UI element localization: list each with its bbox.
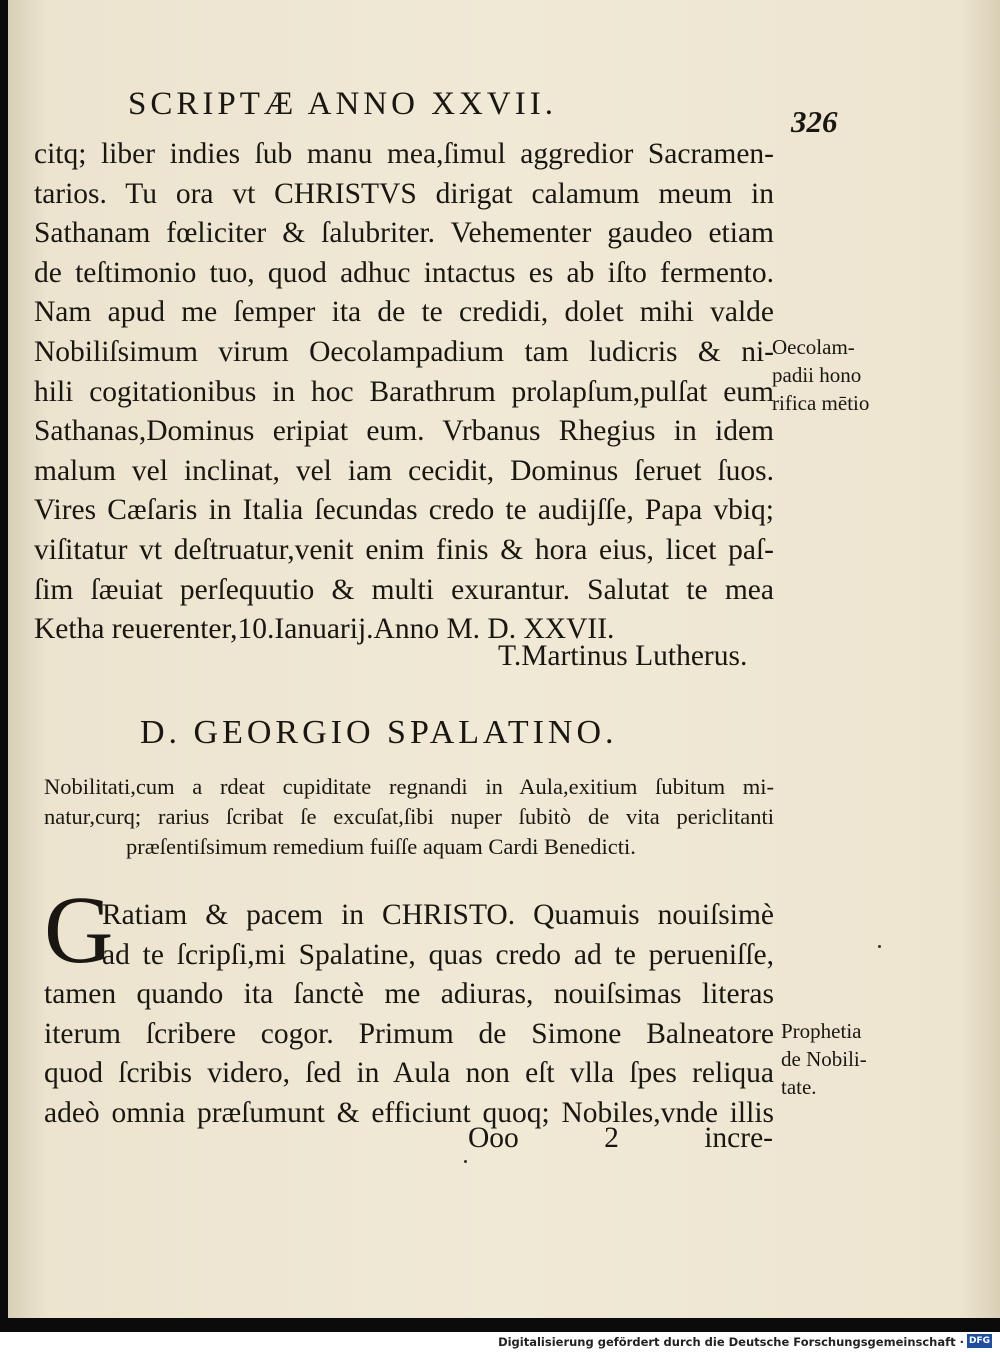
margin-note-prophetia [781, 1017, 867, 1101]
letter-line: adeò omnia præſumunt & efficiunt quoq; Nobiles,vnde illis [44, 1096, 774, 1129]
margin-note-oecolampadius [772, 333, 869, 417]
signature-mark: Ooo [468, 1122, 519, 1154]
margin-note-line: padii hono [772, 363, 862, 387]
margin-note-line: Oecolam- [772, 335, 855, 359]
letter-line: Ratiam & pacem in CHRISTO. Quamuis nouiſsimè [102, 899, 774, 931]
page-number: 326 [791, 104, 838, 139]
letter-line: iterum ſcribere cogor. Primum de Simone Balneatore [44, 1017, 774, 1050]
catchline [468, 1122, 773, 1155]
body-line: ſim ſæuiat perſequutio & multi exurantur. Salutat te mea [34, 573, 774, 606]
letter-text [44, 876, 774, 1134]
drop-cap: G [44, 876, 114, 983]
summary-line: natur,curq; rarius ſcribat ſe excuſat,ſibi nuper ſubitò de vita periclitanti [44, 804, 774, 829]
signature: T.Martinus Lutherus. [498, 640, 748, 672]
body-line: Nobiliſsimum virum Oecolampadium tam ludicris & ni- [34, 335, 774, 368]
summary-line: Nobilitati,cum a rdeat cupiditate regnandi in Aula,exitium ſubitum mi- [44, 774, 774, 799]
margin-note-line: de Nobili- [781, 1047, 867, 1071]
letter-line: quod ſcribis videro, ſed in Aula non eſt vlla ſpes reliqua [44, 1057, 774, 1090]
letter-line: tamen quando ita ſanctè me adiuras, nouiſsimas literas [44, 978, 774, 1011]
margin-note-line: Prophetia [781, 1019, 862, 1043]
body-line: de teſtimonio tuo, quod adhuc intactus es ab iſto fermento. [34, 256, 774, 289]
sheet-number: 2 [604, 1122, 619, 1154]
body-line: Sathanas,Dominus eripiat eum. Vrbanus Rhegius in idem [34, 415, 774, 448]
letter-line: ad te ſcripſi,mi Spalatine, quas credo ad te perueniſſe, [102, 938, 774, 971]
body-line: Ketha reuerenter,10.Ianuarij.Anno M. D. XXVII. [34, 613, 615, 646]
ink-speck [878, 945, 881, 948]
body-line: Vires Cæſaris in Italia ſecundas credo te audijſſe, Papa vbiq; [34, 494, 774, 527]
dfg-logo: DFG [968, 1336, 990, 1346]
body-line: Sathanam fœliciter & ſalubriter. Vehementer gaudeo etiam [34, 217, 774, 250]
body-line: malum vel inclinat, vel iam cecidit, Dominus ſeruet ſuos. [34, 454, 774, 487]
book-page [8, 0, 1000, 1318]
summary-line: præſentiſsimum remedium fuiſſe aquam Cardi Benedicti. [126, 834, 636, 859]
body-line: Nam apud me ſemper ita de te credidi, dolet mihi valde [34, 296, 774, 329]
body-line: tarios. Tu ora vt CHRISTVS dirigat calamum meum in [34, 177, 774, 210]
body-line: citq; liber indies ſub manu mea,ſimul aggredior Sacramen- [34, 138, 774, 170]
catchword: incre- [704, 1122, 773, 1154]
running-head: SCRIPTÆ ANNO XXVII. [128, 86, 557, 122]
letter-summary [44, 772, 774, 862]
margin-note-line: rifica mētio [772, 391, 870, 415]
margin-note-line: tate. [781, 1075, 817, 1099]
letter-heading: D. GEORGIO SPALATINO. [140, 714, 618, 751]
ink-speck [464, 1160, 467, 1163]
body-line: hili cogitationibus in hoc Barathrum prolapſum,pulſat eum [34, 375, 774, 408]
body-text [34, 135, 774, 650]
body-line: viſitatur vt deſtruatur,venit enim finis & hora eius, licet paſ- [34, 533, 774, 566]
funding-credit: Digitalisierung gefördert durch die Deutsche Forschungsgemeinschaft · [498, 1335, 964, 1349]
